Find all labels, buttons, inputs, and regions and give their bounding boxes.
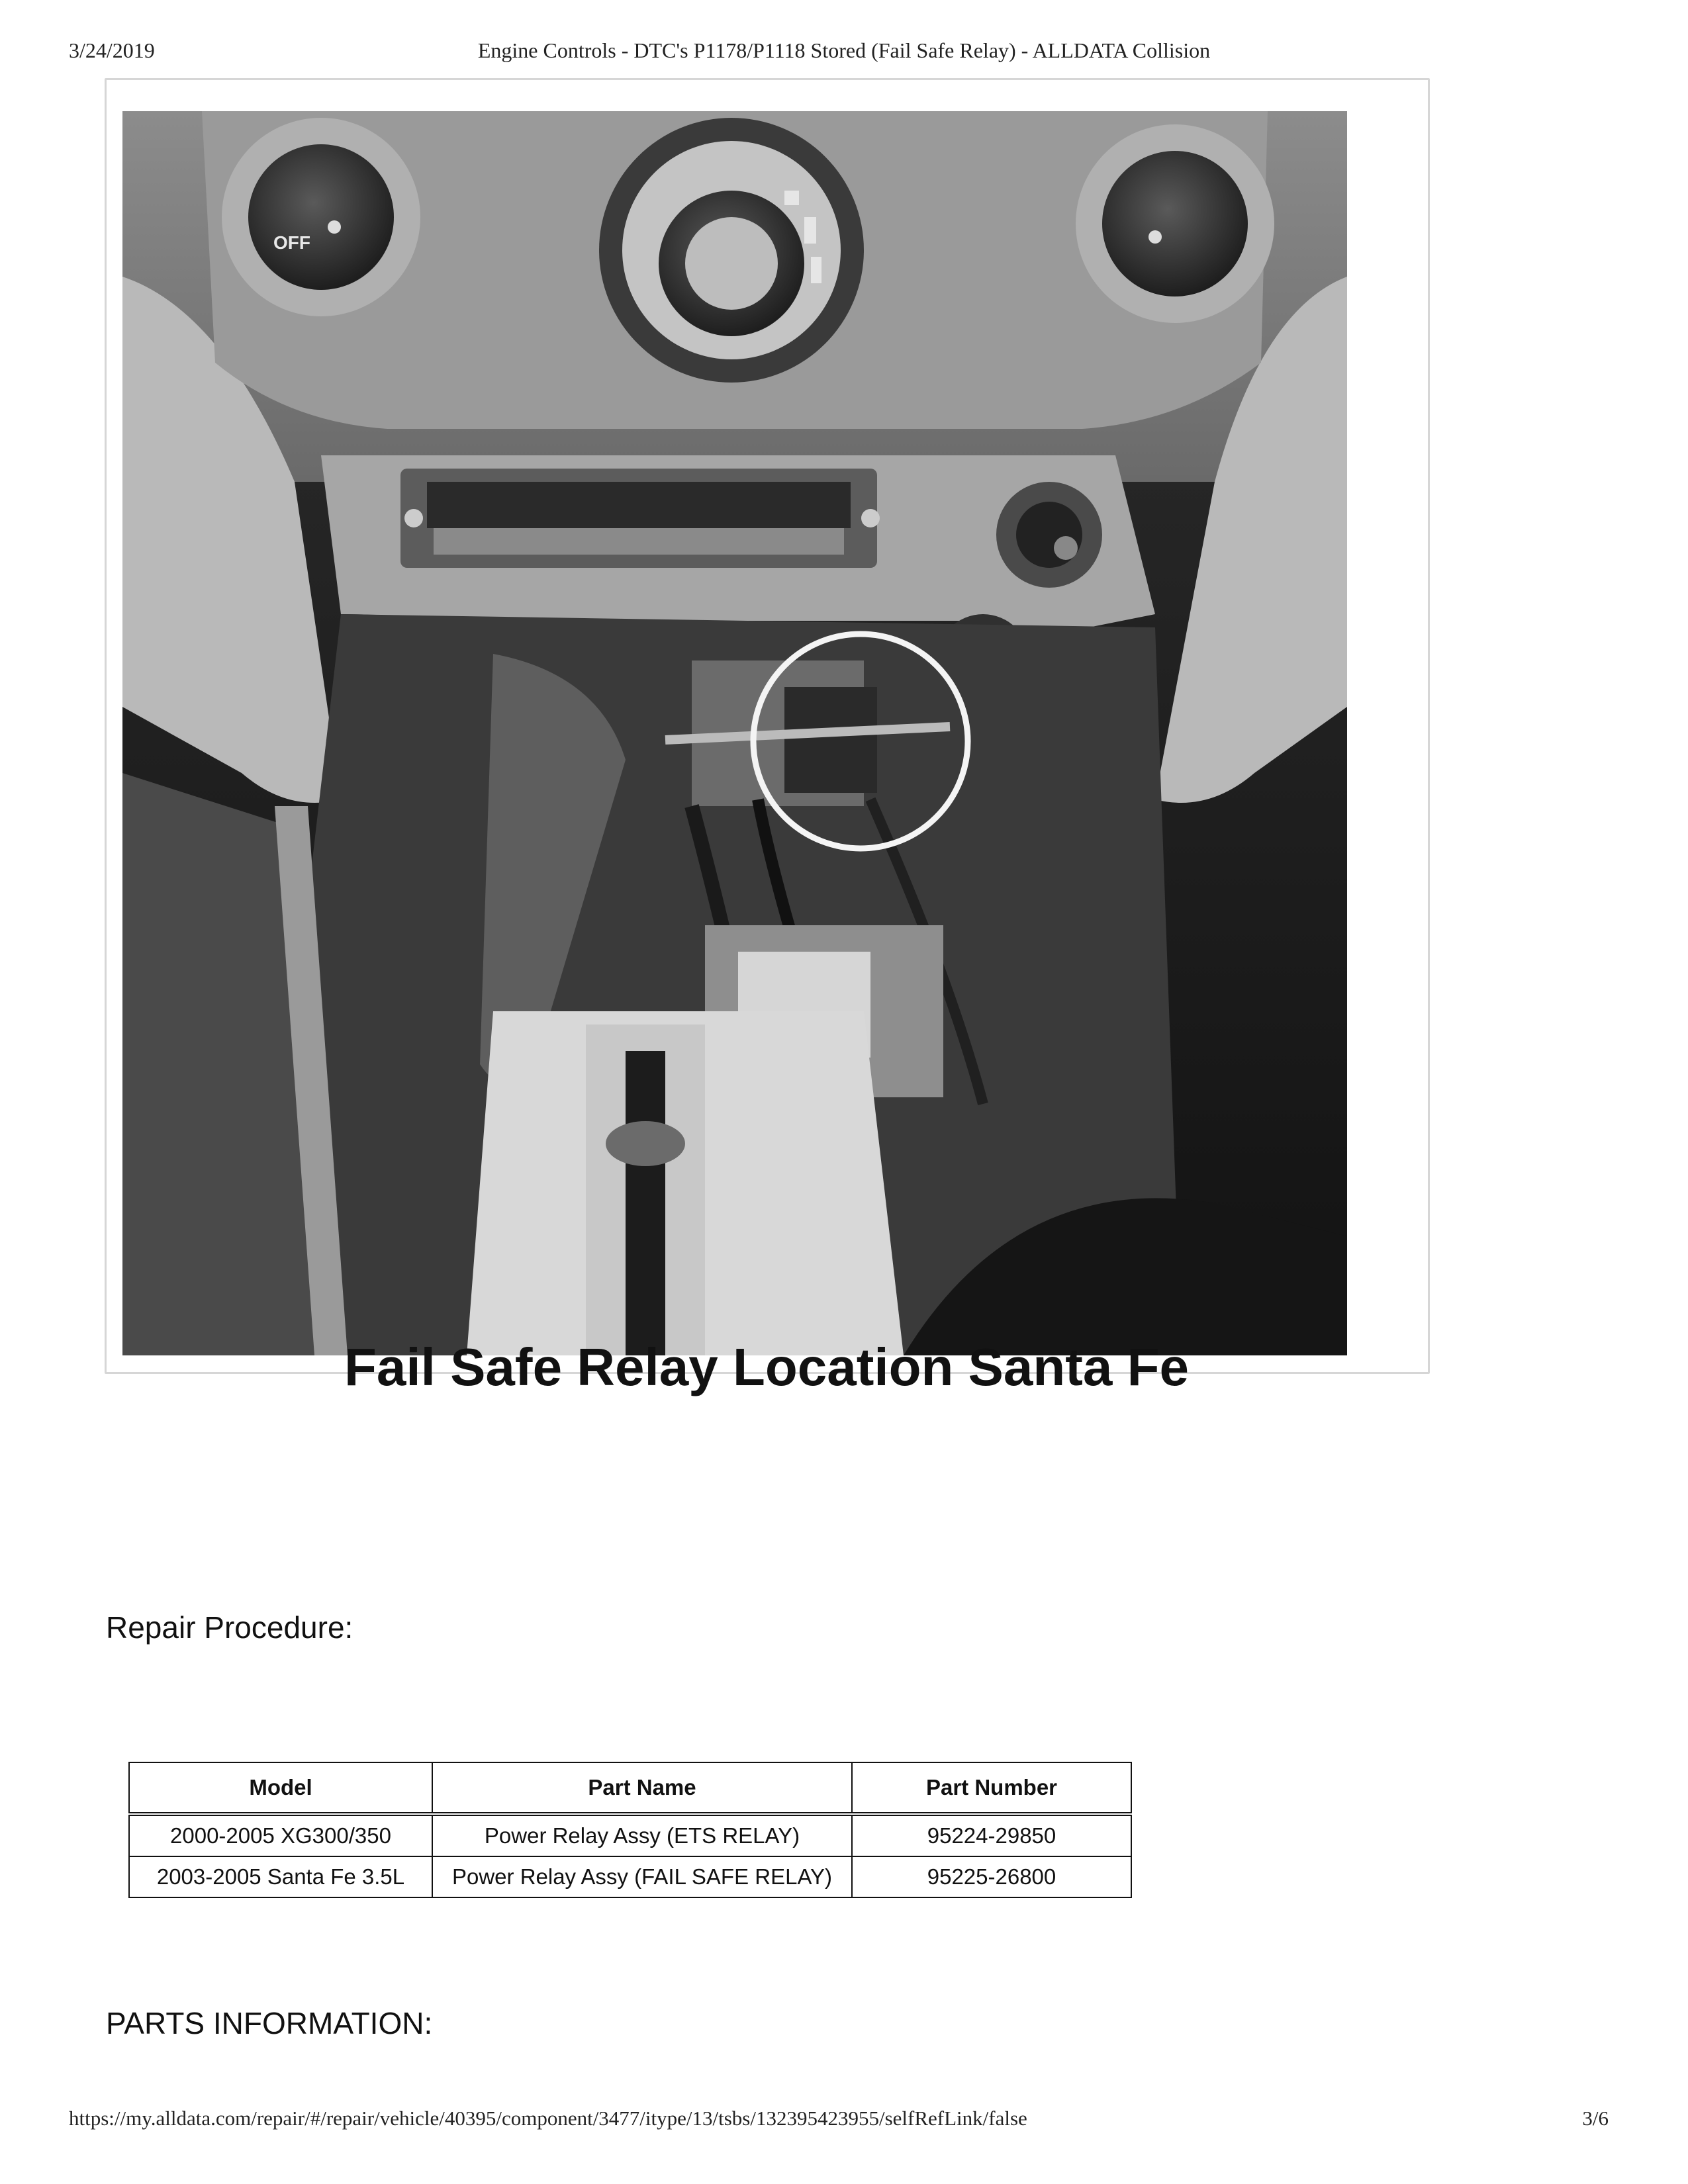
print-date: 3/24/2019 (69, 38, 155, 62)
table-row (129, 1814, 1131, 1856)
figure-caption: Fail Safe Relay Location Santa Fe (344, 1338, 1189, 1396)
table-header-row (129, 1762, 1131, 1814)
column-header-part-name: Part Name (432, 1762, 852, 1814)
part-number-cell: 95224-29850 (852, 1814, 1131, 1856)
part-name-cell: Power Relay Assy (FAIL SAFE RELAY) (432, 1856, 852, 1897)
model-cell: 2003-2005 Santa Fe 3.5L (129, 1856, 432, 1897)
figure-caption-wrap (0, 1337, 1430, 1482)
parts-table (128, 1762, 1132, 1898)
column-header-model: Model (129, 1762, 432, 1814)
page-number: 3/6 (1582, 2107, 1609, 2130)
dashboard-console-illustration (122, 111, 1347, 1355)
part-number-cell: 95225-26800 (852, 1856, 1131, 1897)
table-row (129, 1856, 1131, 1897)
column-header-part-number: Part Number (852, 1762, 1131, 1814)
document-title: Engine Controls - DTC's P1178/P1118 Stored (Fail Safe Relay) - ALLDATA Collision (477, 38, 1211, 62)
repair-procedure-heading: Repair Procedure: (106, 1610, 353, 1645)
page-url: https://my.alldata.com/repair/#/repair/vehicle/40395/component/3477/itype/13/tsbs/132395423955/selfRefLink/false (69, 2107, 1027, 2130)
off-marking: OFF (273, 232, 310, 253)
relay-location-photo (122, 111, 1347, 1355)
parts-information-heading: PARTS INFORMATION: (106, 2006, 433, 2040)
figure-container (105, 78, 1430, 1374)
model-cell: 2000-2005 XG300/350 (129, 1814, 432, 1856)
part-name-cell: Power Relay Assy (ETS RELAY) (432, 1814, 852, 1856)
